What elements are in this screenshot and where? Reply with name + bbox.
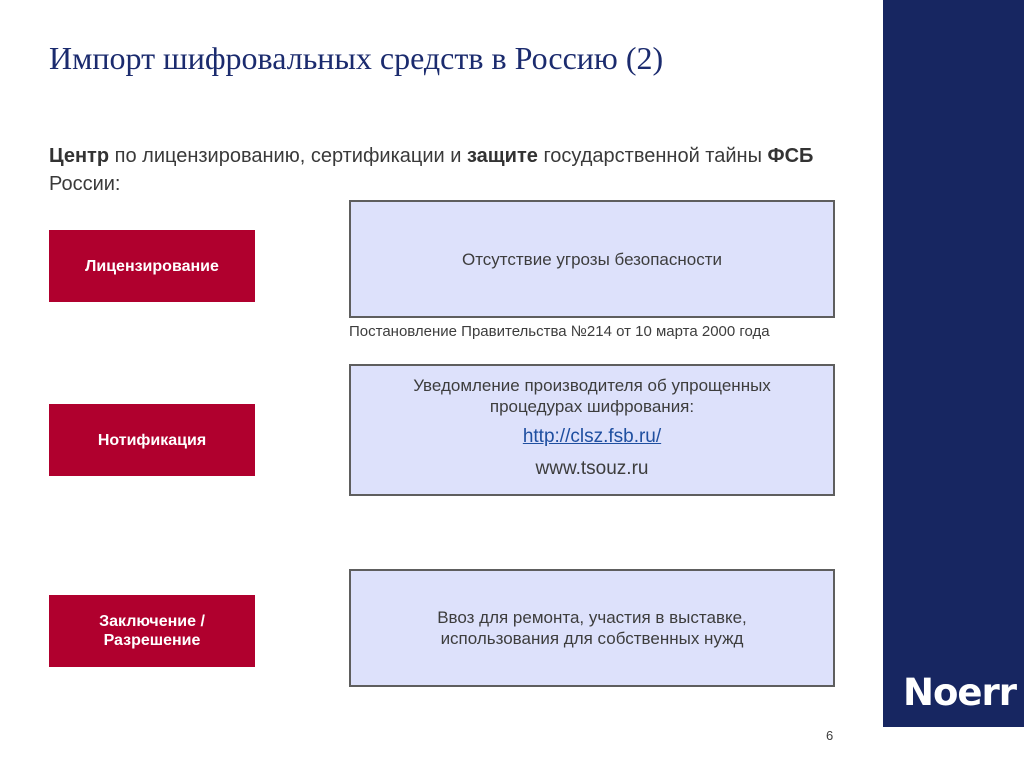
noerr-logo: Noerr — [903, 671, 1016, 714]
subtitle-bold-fsb: ФСБ — [767, 145, 814, 167]
licensing-note: Постановление Правительства №214 от 10 марта 2000 года — [349, 323, 770, 340]
licensing-info-box — [349, 200, 835, 318]
conclusion-info-box — [349, 569, 835, 687]
tsouz-link[interactable]: www.tsouz.ru — [535, 458, 649, 479]
notification-info-text: Уведомление производителя об упрощенных процедурах шифрования: — [413, 376, 771, 416]
subtitle-text-3: России: — [49, 173, 121, 195]
subtitle-text-2: государственной тайны — [537, 145, 768, 167]
licensing-info-text: Отсутствие угрозы безопасности — [461, 250, 723, 269]
subtitle-bold-center: Центр — [49, 145, 110, 167]
notification-label: Нотификация — [49, 404, 255, 476]
slide-title: Импорт шифровальных средств в Россию (2) — [49, 40, 664, 76]
conclusion-info-text: Ввоз для ремонта, участия в выставке, использования для собственных нужд — [437, 608, 747, 648]
subtitle-bold-protection: защите — [467, 145, 538, 167]
notification-info-box — [349, 364, 835, 496]
subtitle-text-1: по лицензированию, сертификации и — [109, 145, 467, 167]
licensing-label: Лицензирование — [49, 230, 255, 302]
brand-panel — [883, 0, 1024, 727]
conclusion-permit-label: Заключение / Разрешение — [49, 595, 255, 667]
page-number: 6 — [826, 728, 834, 743]
slide-subtitle — [49, 142, 839, 198]
fsb-link[interactable]: http://clsz.fsb.ru/ — [522, 426, 662, 447]
